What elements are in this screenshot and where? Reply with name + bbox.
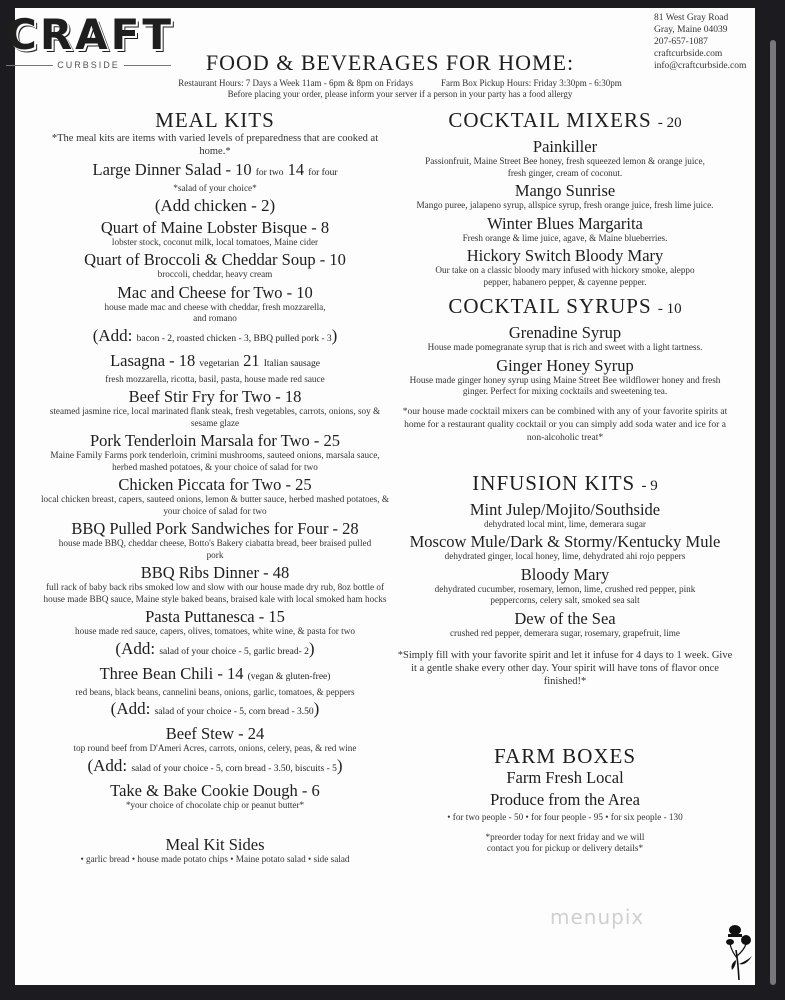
menu-item: Mac and Cheese for Two - 10 house made mac and cheese with cheddar, fresh mozzarella, and romano <box>104 282 326 323</box>
menu-item: Mango Sunrise Mango puree, jalapeno syrup, allspice syrup, fresh orange juice, fresh lime juice. <box>416 181 714 210</box>
logo-wordmark: CRAFT <box>6 10 175 59</box>
menu-item: Three Bean Chili - 14 (vegan & gluten-free) red beans, black beans, cannelini beans, onions, garlic, tomatoes, & peppers <box>75 663 355 697</box>
menu-item: Beef Stew - 24 top round beef from D'Ameri Acres, carrots, onions, celery, peas, & red wine <box>73 724 357 753</box>
meal-kits-section <box>40 108 390 866</box>
menu-item: BBQ Pulled Pork Sandwiches for Four - 28 house made BBQ, cheddar cheese, Botto's Bakery ciabatta bread, beer braised pulled pork <box>58 519 372 560</box>
phone: 207-657-1087 <box>654 37 708 47</box>
menu-item: Winter Blues Margarita Fresh orange & lime juice, agave, & Maine blueberries. <box>462 213 668 243</box>
farm-box-hours: Farm Box Pickup Hours: Friday 3:30pm - 6:30pm <box>441 78 622 88</box>
addon-line: (Add: salad of your choice - 5, corn bread - 3.50, biscuits - 5) <box>87 755 343 775</box>
menu-item: Hickory Switch Bloody Mary Our take on a classic bloody mary infused with hickory smoke, aleppo pepper, habanero pepper, & cayenne pepper. <box>435 246 695 287</box>
menu-item: Pork Tenderloin Marsala for Two - 25 Maine Family Farms pork tenderloin, crimini mushrooms, sauteed onions, marsala sauce, herbed mashed potatoes, & your choice of salad for two <box>50 431 380 472</box>
menu-item: Ginger Honey Syrup House made ginger honey syrup using Maine Street Bee wildflower honey and fresh ginger. Perfect for mixing cocktails and sweetening tea. <box>409 355 721 396</box>
logo-subtitle: CURBSIDE <box>57 60 120 70</box>
restaurant-hours: Restaurant Hours: 7 Days a Week 11am - 6pm & 8pm on Fridays <box>178 78 413 88</box>
infusion-kits-title: INFUSION KITS <box>472 470 636 495</box>
cocktail-mixers-title: COCKTAIL MIXERS <box>448 108 652 132</box>
cocktail-syrups-section: COCKTAIL SYRUPS - 10 Grenadine Syrup House made pomegranate syrup that is rich and sweet with a light tartness. Ginger Honey Syrup House made ginger honey syrup using Maine Street Bee wildflower honey and fresh ginger. Perfect for mixing cocktails and sweetening tea. *our house made cocktail mixers can be combined with any of your favorite spirits at home for a restaurant quality cocktail or you can simply add soda water and ice for a non-alcoholic treat* <box>395 294 735 445</box>
addon-line: (Add: salad of your choice - 5, garlic bread- 2) <box>115 638 315 658</box>
menu-item: Quart of Broccoli & Cheddar Soup - 10 broccoli, cheddar, heavy cream <box>84 250 346 279</box>
menu-item: Chicken Piccata for Two - 25 local chicken breast, capers, sauteed onions, lemon & butter sauce, herbed mashed potatoes, & your choice of salad for two <box>41 475 389 516</box>
menu-item: Lasagna - 18 vegetarian 21 Italian sausage fresh mozzarella, ricotta, basil, pasta, house made red sauce <box>105 350 325 384</box>
menu-item: Bloody Mary dehydrated cucumber, rosemary, lemon, lime, crushed red pepper, pink peppercorns, celery salt, smoked sea salt <box>434 564 696 605</box>
farm-boxes-title: FARM BOXES <box>493 744 637 768</box>
menu-item: Beef Stir Fry for Two - 18 steamed jasmine rice, local marinated flank steak, fresh vegetables, carrots, onions, soy & sesame glaze <box>49 387 381 428</box>
contact-info <box>654 12 746 72</box>
meal-kit-sides-title: Meal Kit Sides <box>165 835 265 854</box>
meal-kits-note: *The meal kits are items with varied levels of preparedness that are cooked at home.* <box>51 133 379 157</box>
meal-kits-title: MEAL KITS <box>155 108 275 132</box>
addon-line: (Add: salad of your choice - 5, corn bread - 3.50) <box>110 699 320 718</box>
flower-illustration-icon <box>722 922 758 982</box>
menu-item: Large Dinner Salad - 10 for two 14 for four *salad of your choice* <box>92 160 338 193</box>
cocktail-mixers-section: COCKTAIL MIXERS - 20 Painkiller Passionfruit, Maine Street Bee honey, fresh squeezed lemon & orange juice, fresh ginger, cream of coconut. Mango Sunrise Mango puree, jalapeno syrup, allspice syrup, fresh orange juice, fresh lime juice. Winter Blues Margarita Fresh orange & lime juice, agave, & Maine blueberries. Hickory Switch Bloody Mary Our take on a classic bloody mary infused with hickory smoke, aleppo pepper, habanero pepper, & cayenne pepper. <box>395 108 735 288</box>
page-title: FOOD & BEVERAGES FOR HOME: <box>205 50 575 75</box>
addon-line: (Add: bacon - 2, roasted chicken - 3, BBQ pulled pork - 3) <box>92 325 338 345</box>
menu-item: Grenadine Syrup House made pomegranate syrup that is rich and sweet with a light tartness. <box>427 323 703 352</box>
menu-item: Dew of the Sea crushed red pepper, demerara sugar, rosemary, grapefruit, lime <box>449 608 681 638</box>
menu-item: Painkiller Passionfruit, Maine Street Bee honey, fresh squeezed lemon & orange juice, fresh ginger, cream of coconut. <box>425 137 705 178</box>
farm-box-note: *preorder today for next friday and we will contact you for pickup or delivery details* <box>485 831 645 853</box>
vertical-scrollbar[interactable] <box>770 40 776 985</box>
menu-item: Pasta Puttanesca - 15 house made red sauce, capers, olives, tomatoes, white wine, & pasta for two <box>75 607 355 636</box>
farm-boxes-section: FARM BOXES Farm Fresh Local Produce from the Area • for two people - 50 • for four people - 95 • for six people - 130 *preorder today for next friday and we will contact you for pickup or delivery details* <box>395 744 735 855</box>
beverages-column <box>395 108 735 855</box>
menu-item: Quart of Maine Lobster Bisque - 8 lobster stock, coconut milk, local tomatoes, Maine cider <box>100 217 330 247</box>
email: info@craftcurbside.com <box>654 61 747 71</box>
mixers-note: *our house made cocktail mixers can be combined with any of your favorite spirits at home for a restaurant quality cocktail or you can simply add soda water and ice for a non-alcoholic treat* <box>402 406 728 443</box>
allergy-note: Before placing your order, please inform your server if a person in your party has a food allergy <box>227 89 573 99</box>
addon-line: (Add chicken - 2) <box>154 195 276 215</box>
menu-item: Mint Julep/Mojito/Southside dehydrated local mint, lime, demerara sugar <box>469 499 661 529</box>
meal-kit-sides-list: • garlic bread • house made potato chips • Maine potato salad • side salad <box>80 854 350 864</box>
address-line-1: 81 West Gray Road <box>654 13 729 23</box>
menu-item: Take & Bake Cookie Dough - 6 *your choice of chocolate chip or peanut butter* <box>110 780 320 810</box>
address-line-2: Gray, Maine 04039 <box>654 25 728 35</box>
website: craftcurbside.com <box>654 49 723 59</box>
infusion-kits-section: INFUSION KITS - 9 Mint Julep/Mojito/Southside dehydrated local mint, lime, demerara sugar Moscow Mule/Dark & Stormy/Kentucky Mule dehydrated ginger, local honey, lime, dehydrated ahi rojo peppers Bloody Mary dehydrated cucumber, rosemary, lemon, lime, crushed red pepper, pink peppercorns, celery salt, smoked sea salt Dew of the Sea crushed red pepper, demerara sugar, rosemary, grapefruit, lime *Simply fill with your favorite spirit and let it infuse for 4 days to 1 week. Give it a gentle shake every other day. Your spirit will have tons of flavor once finished!* <box>395 471 735 689</box>
farm-box-prices: • for two people - 50 • for four people - 95 • for six people - 130 <box>447 812 683 822</box>
craft-curbside-logo <box>6 10 175 70</box>
cocktail-syrups-title: COCKTAIL SYRUPS <box>448 294 652 318</box>
menupix-watermark: menupix <box>550 905 645 929</box>
infusion-note: *Simply fill with your favorite spirit and let it infuse for 4 days to 1 week. Give it a gentle shake every other day. Your spirit will have tons of flavor once finished!* <box>397 650 733 687</box>
hours-info <box>140 78 660 99</box>
menu-item: BBQ Ribs Dinner - 48 full rack of baby back ribs smoked low and slow with our house made dry rub, 8oz bottle of house made BBQ sauce, Maine style baked beans, braised kale with local smoked ham hocks <box>43 563 387 604</box>
menu-item: Moscow Mule/Dark & Stormy/Kentucky Mule dehydrated ginger, local honey, lime, dehydrated ahi rojo peppers <box>409 532 721 561</box>
